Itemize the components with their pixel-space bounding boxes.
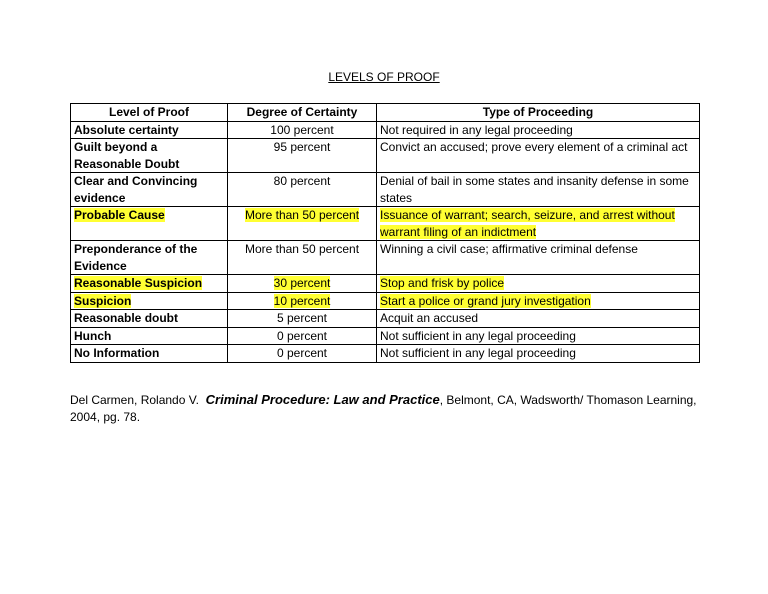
cell-degree (228, 121, 377, 139)
table-row (71, 207, 700, 241)
cell-type-text: Denial of bail in some states and insanity defense in some states (380, 174, 689, 205)
cell-degree-text: More than 50 percent (244, 242, 360, 256)
cell-type (377, 327, 700, 345)
cell-level (71, 207, 228, 241)
header-degree-of-certainty: Degree of Certainty (228, 104, 377, 122)
cell-degree-text: 95 percent (273, 140, 331, 154)
cell-degree-text: 0 percent (276, 346, 328, 360)
cell-level-text: Reasonable Suspicion (74, 276, 203, 290)
cell-degree-text: More than 50 percent (244, 208, 360, 222)
cell-degree (228, 207, 377, 241)
citation-publication: , Belmont, CA, Wadsworth/ Thomason Learning, 2004, pg. 78. (70, 393, 697, 424)
cell-type-text: Acquit an accused (380, 311, 479, 325)
cell-degree (228, 241, 377, 275)
cell-level-text: Suspicion (74, 293, 132, 308)
cell-level (71, 310, 228, 328)
cell-degree (228, 327, 377, 345)
citation-author: Del Carmen, Rolando V. (70, 393, 199, 407)
cell-type (377, 121, 700, 139)
table-row (71, 327, 700, 345)
cell-degree (228, 139, 377, 173)
cell-type (377, 173, 700, 207)
table-row (71, 121, 700, 139)
cell-degree-text: 0 percent (276, 328, 328, 343)
table-row (71, 292, 700, 310)
cell-type-text: Not required in any legal proceeding (380, 122, 573, 137)
cell-degree-text: 100 percent (270, 122, 334, 137)
table-row (71, 345, 700, 363)
cell-type (377, 345, 700, 363)
levels-of-proof-table (70, 103, 700, 363)
cell-level-text: Probable Cause (74, 208, 165, 222)
header-level-of-proof: Level of Proof (71, 104, 228, 122)
cell-degree-text: 30 percent (273, 276, 331, 290)
cell-degree (228, 173, 377, 207)
cell-level-text: Reasonable doubt (74, 311, 179, 325)
cell-degree (228, 345, 377, 363)
cell-type-text: Convict an accused; prove every element of a criminal act (380, 140, 688, 154)
cell-type (377, 292, 700, 310)
table-row (71, 310, 700, 328)
table-body (71, 121, 700, 362)
table-row (71, 275, 700, 293)
cell-degree (228, 310, 377, 328)
cell-level (71, 292, 228, 310)
cell-level (71, 139, 228, 173)
cell-level-text: Preponderance of the Evidence (74, 242, 198, 273)
cell-level (71, 345, 228, 363)
table-row (71, 139, 700, 173)
cell-type-text: Not sufficient in any legal proceeding (380, 328, 576, 343)
cell-level-text: Hunch (74, 328, 112, 343)
cell-level (71, 275, 228, 293)
cell-type (377, 207, 700, 241)
table-row (71, 173, 700, 207)
cell-type (377, 139, 700, 173)
table-row (71, 241, 700, 275)
cell-level-text: Guilt beyond a Reasonable Doubt (74, 140, 180, 171)
cell-degree (228, 292, 377, 310)
cell-type (377, 241, 700, 275)
cell-type-text: Stop and frisk by police (380, 276, 505, 290)
cell-type-text: Start a police or grand jury investigation (380, 293, 591, 308)
cell-degree-text: 10 percent (273, 293, 331, 308)
cell-level-text: No Information (74, 346, 160, 360)
cell-type (377, 310, 700, 328)
cell-type-text: Winning a civil case; affirmative criminal defense (380, 242, 638, 256)
cell-level (71, 173, 228, 207)
document-title: LEVELS OF PROOF (328, 70, 440, 84)
citation-book-title: Criminal Procedure: Law and Practice (205, 392, 440, 407)
cell-level (71, 121, 228, 139)
cell-type-text: Not sufficient in any legal proceeding (380, 346, 576, 360)
cell-level-text: Clear and Convincing evidence (74, 174, 198, 205)
cell-level-text: Absolute certainty (74, 122, 179, 137)
cell-type (377, 275, 700, 293)
cell-degree-text: 80 percent (273, 174, 331, 188)
cell-level (71, 327, 228, 345)
cell-degree (228, 275, 377, 293)
cell-type-text: Issuance of warrant; search, seizure, and arrest without warrant filing of an indictment (380, 208, 675, 239)
header-type-of-proceeding: Type of Proceeding (377, 104, 700, 122)
cell-degree-text: 5 percent (276, 311, 328, 325)
citation (70, 391, 700, 426)
cell-level (71, 241, 228, 275)
table-header-row (71, 104, 700, 122)
